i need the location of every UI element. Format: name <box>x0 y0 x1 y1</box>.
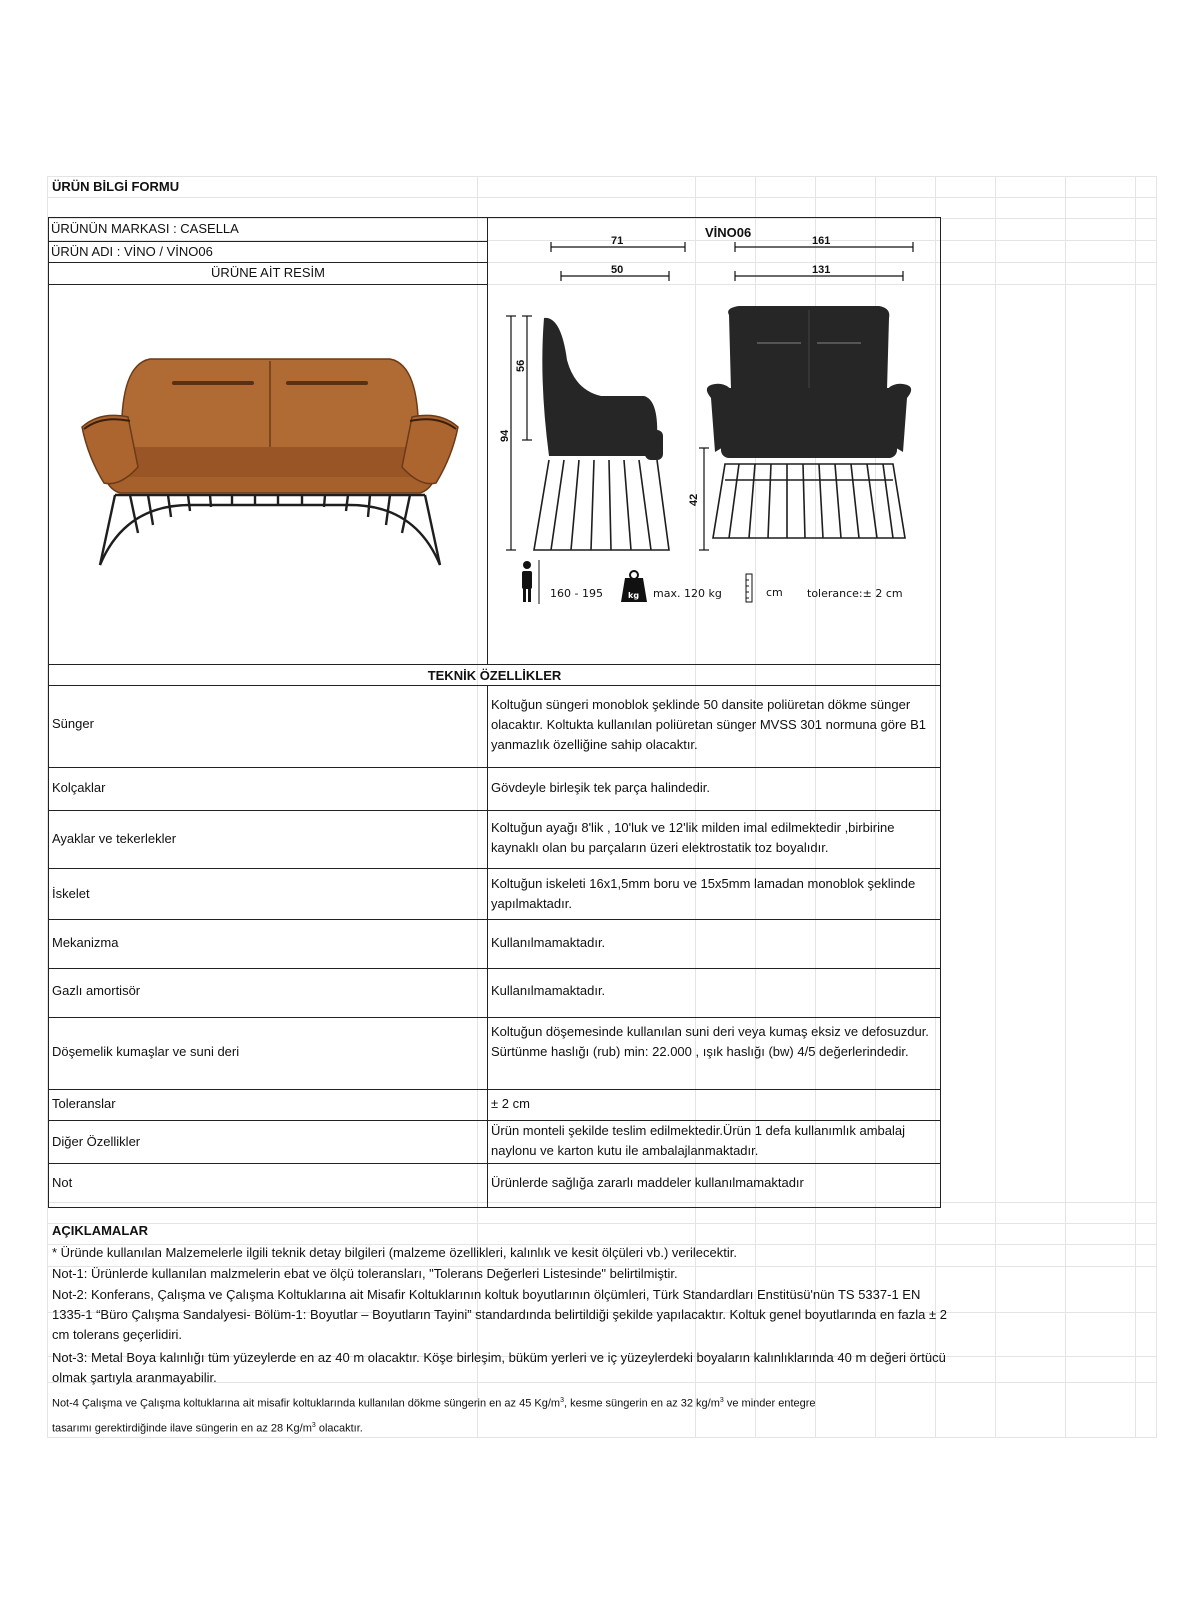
front-view-chair <box>707 306 911 538</box>
spec-label-diger: Diğer Özellikler <box>52 1134 141 1149</box>
note-3: Not-3: Metal Boya kalınlığı tüm yüzeylerde en az 40 m olacaktır. Köşe birleşim, büküm yerleri ve iç yüzeylerdeki boyaların kalınlıklarında 40 m değeri örtücü olmak şartıyla aranmayabilir. <box>52 1350 946 1385</box>
side-view-chair <box>534 318 669 550</box>
dim-seat-width: 131 <box>812 264 831 276</box>
spec-value-mekanizma: Kullanılmamaktadır. <box>491 935 606 950</box>
spec-value-kolcaklar: Gövdeyle birleşik tek parça halindedir. <box>491 780 710 795</box>
notes-heading: AÇIKLAMALAR <box>52 1223 149 1238</box>
technical-drawing <box>489 220 939 650</box>
note-0: * Üründe kullanılan Malzemelerle ilgili teknik detay bilgileri (malzeme özellikleri, kalınlık ve kesit ölçüleri vb.) verilecektir. <box>52 1245 737 1260</box>
product-name-line: ÜRÜN ADI : VİNO / VİNO06 <box>51 244 213 259</box>
model-code: VİNO06 <box>705 225 752 240</box>
note-1: Not-1: Ürünlerde kullanılan malzmelerin ebat ve ölçü toleransları, "Tolerans Değerleri Listesinde" belirtilmiştir. <box>52 1266 678 1281</box>
spec-label-mekanizma: Mekanizma <box>52 935 119 950</box>
specs-heading: TEKNİK ÖZELLİKLER <box>427 668 562 683</box>
dim-total-height: 94 <box>499 429 511 442</box>
user-height-range: 160 - 195 <box>550 587 603 600</box>
spec-value-not: Ürünlerde sağlığa zararlı maddeler kullanılmamaktadır <box>491 1175 804 1190</box>
spec-value-iskelet: Koltuğun iskeleti 16x1,5mm boru ve 15x5mm lamadan monoblok şeklinde yapılmaktadır. <box>491 876 916 911</box>
spec-label-ayaklar: Ayaklar ve tekerlekler <box>52 831 177 846</box>
image-caption: ÜRÜNE AİT RESİM <box>211 265 325 280</box>
spec-label-kolcaklar: Kolçaklar <box>52 780 106 795</box>
spec-label-toleranslar: Toleranslar <box>52 1096 116 1111</box>
tolerance-label: tolerance:± 2 cm <box>807 587 903 600</box>
spec-value-toleranslar: ± 2 cm <box>491 1096 530 1111</box>
note-4: Not-4 Çalışma ve Çalışma koltuklarına ait misafir koltuklarında kullanılan dökme süngerin en az 45 $Kg/m^3$, kesme süngerin en az 32 $kg/m^3$ ve minder entegre tasarımı gerektirdiğinde ilave süngerin en az 28 $Kg/m^3$ olacaktır. <box>52 1397 816 1435</box>
person-height-icon <box>522 560 539 604</box>
ruler-icon <box>746 574 752 602</box>
spec-value-ayaklar: Koltuğun ayağı 8'lik , 10'luk ve 12'lik milden imal edilmektedir ,birbirine kaynaklı olan bu parçaların üzeri elektrostatik toz boyalıdır. <box>491 820 895 855</box>
spec-value-diger: Ürün monteli şekilde teslim edilmektedir.Ürün 1 defa kullanımlık ambalaj naylonu ve karton kutu ile ambalajlanmaktadır. <box>491 1123 906 1158</box>
form-title: ÜRÜN BİLGİ FORMU <box>52 179 180 194</box>
product-photo <box>80 355 460 580</box>
dim-width: 161 <box>812 235 831 247</box>
max-weight: max. 120 kg <box>653 587 722 600</box>
specs-column-divider <box>487 685 488 1208</box>
spec-value-gazli-amortisor: Kullanılmamaktadır. <box>491 983 606 998</box>
spec-label-sunger: Sünger <box>52 716 94 731</box>
wire-base <box>100 495 440 565</box>
unit-cm: cm <box>766 586 783 599</box>
spec-label-dosemelik: Döşemelik kumaşlar ve suni deri <box>52 1044 240 1059</box>
dim-back-height: 56 <box>515 359 527 372</box>
brand-line: ÜRÜNÜN MARKASI : CASELLA <box>51 221 239 236</box>
dim-seat-depth: 50 <box>611 264 624 276</box>
note-2: Not-2: Konferans, Çalışma ve Çalışma Koltuklarına ait Misafir Koltuklarının koltuk boyutlarının ölçümleri, Türk Standardları Enstitüsü'nün TS 5337-1 EN 1335-1 “Büro Çalışma Sandalyesi- Bölüm-1: Boyutlar – Boyutların Tayini” standardında belirtildiği şekilde yapılacaktır. Koltuk genel boyutlarında en fazla ± 2 cm tolerans geçerlidiri. <box>52 1287 947 1342</box>
weight-icon-label: kg <box>628 591 640 600</box>
spec-value-sunger: Koltuğun süngeri monoblok şeklinde 50 dansite poliüretan dökme sünger olacaktır. Koltukta kullanılan poliüretan sünger MVSS 301 normuna göre B1 yanmazlık özelliğine sahip olacaktır. <box>491 697 927 752</box>
dim-seat-height: 42 <box>688 493 700 506</box>
spec-label-gazli-amortisor: Gazlı amortisör <box>52 983 141 998</box>
dim-depth: 71 <box>611 235 624 247</box>
spec-label-iskelet: İskelet <box>52 886 90 901</box>
spec-label-not: Not <box>52 1175 73 1190</box>
spec-value-dosemelik: Koltuğun döşemesinde kullanılan suni deri veya kumaş eksiz ve defosuzdur. Sürtünme haslığı (rub) min: 22.000 , ışık haslığı (bw) 4/5 değerlerindedir. <box>491 1024 929 1059</box>
